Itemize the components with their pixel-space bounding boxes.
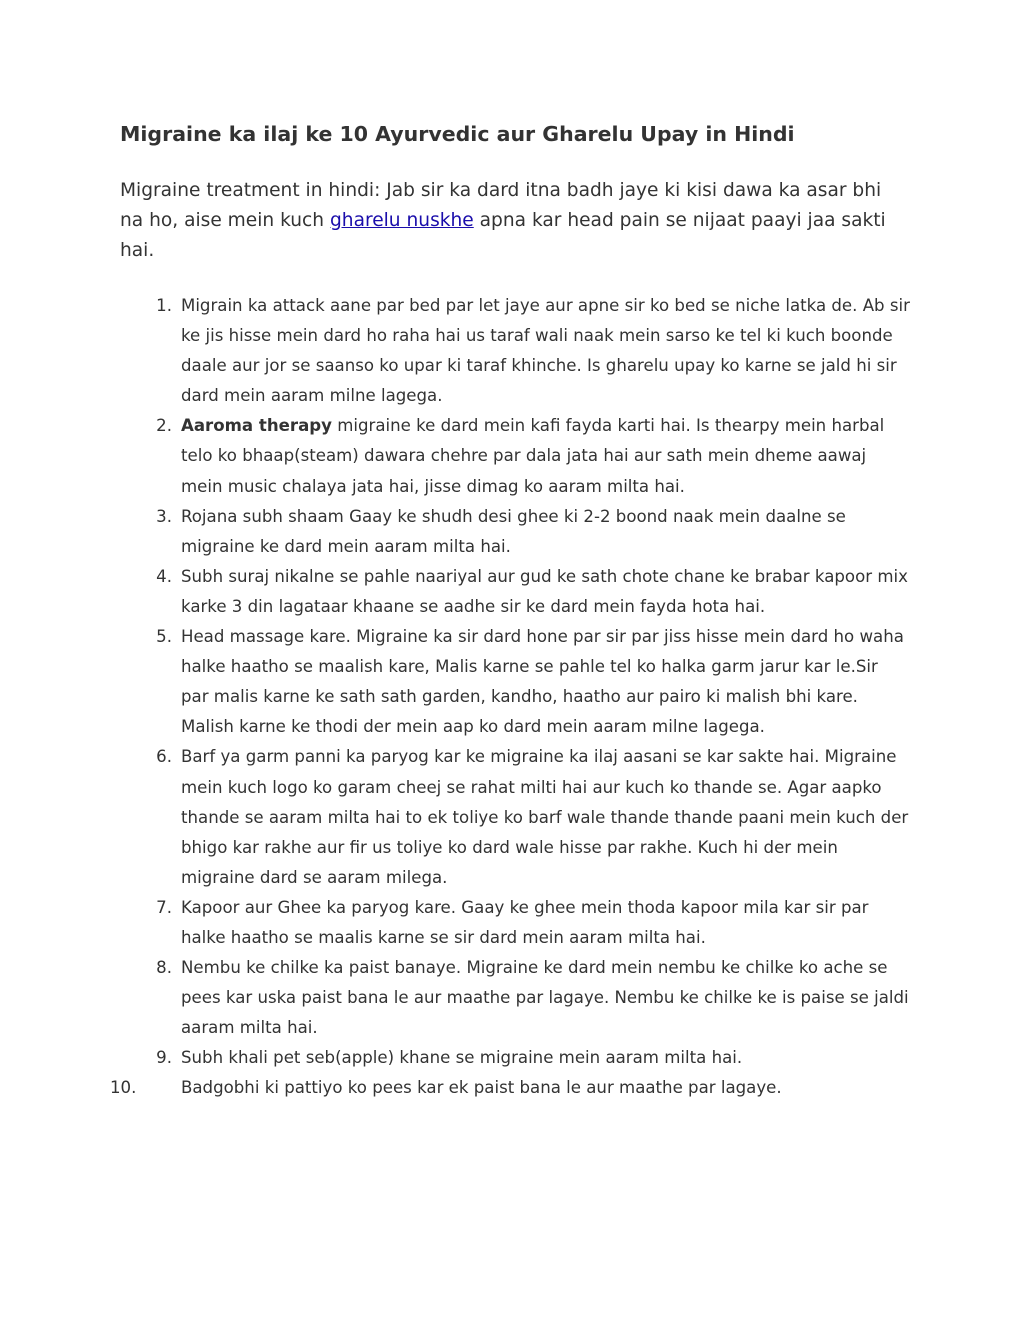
list-item [120, 502, 910, 562]
list-item [120, 411, 910, 501]
list-item-number: 3. [156, 506, 172, 526]
list-item-number: 2. [156, 416, 172, 436]
list-item-text: migraine ke dard mein kafi fayda karti hai. Is thearpy mein harbal telo ko bhaap(steam) dawara chehre par dala jata hai aur sath mein dheme aawaj mein music chalaya jata hai, jisse dimag ko aaram milta hai. [181, 416, 885, 496]
list-item-text: Subh khali pet seb(apple) khane se migraine mein aaram milta hai. [181, 1048, 743, 1068]
list-item-bold-text: Aaroma therapy [181, 416, 332, 436]
list-item-number: 7. [156, 897, 172, 917]
list-item-number: 8. [156, 958, 172, 978]
remedy-list [110, 291, 910, 1104]
list-item-text: Head massage kare. Migraine ka sir dard hone par sir par jiss hisse mein dard ho waha halke haatho se maalish kare, Malis karne se pahle tel ko halka garm jarur kar le.Sir par malis karne ke sath sath garden, kandho, haatho aur pairo ki malish bhi kare. Malish karne ke thodi der mein aap ko dard mein aaram milne lagega. [181, 627, 904, 737]
list-item [120, 562, 910, 622]
list-item-text: Barf ya garm panni ka paryog kar ke migraine ka ilaj aasani se kar sakte hai. Migraine mein kuch logo ko garam cheej se rahat milti hai aur kuch ko thande se. Agar aapko thande se aaram milta hai to ek toliye ko barf wale thande thande paani mein kuch der bhigo kar rakhe aur fir us toliye ko dard wale hisse par rakhe. Kuch hi der mein migraine dard se aaram milega. [181, 747, 909, 887]
list-item-text: Subh suraj nikalne se pahle naariyal aur gud ke sath chote chane ke brabar kapoor mix karke 3 din lagataar khaane se aadhe sir ke dard mein fayda hota hai. [181, 566, 908, 616]
list-item-text: Kapoor aur Ghee ka paryog kare. Gaay ke ghee mein thoda kapoor mila kar sir par halke haatho se maalis karne se sir dard mein aaram milta hai. [181, 897, 869, 947]
list-item [120, 953, 910, 1043]
list-item-text: Badgobhi ki pattiyo ko pees kar ek paist bana le aur maathe par lagaye. [181, 1078, 782, 1098]
page-title: Migraine ka ilaj ke 10 Ayurvedic aur Gharelu Upay in Hindi [120, 122, 795, 146]
list-item [120, 622, 910, 742]
list-item-number: 5. [156, 627, 172, 647]
list-item-text: Migrain ka attack aane par bed par let jaye aur apne sir ko bed se niche latka de. Ab sir ke jis hisse mein dard ho raha hai us taraf wali naak mein sarso ke tel ki kuch boonde daale aur jor se saanso ko upar ki taraf khinche. Is gharelu upay ko karne se jald hi sir dard mein aaram milne lagega. [181, 296, 910, 406]
list-item [120, 291, 910, 411]
list-item-number: 4. [156, 566, 172, 586]
list-item-number: 6. [156, 747, 172, 767]
gharelu-nuskhe-link[interactable]: gharelu nuskhe [329, 210, 474, 231]
list-item [120, 893, 910, 953]
intro-text-after-link: apna kar head pain se nijaat paayi jaa sakti hai. [120, 210, 886, 261]
list-item [120, 1043, 910, 1073]
list-item-text: Rojana subh shaam Gaay ke shudh desi ghee ki 2-2 boond naak mein daalne se migraine ke dard mein aaram milta hai. [181, 506, 846, 556]
list-item [120, 742, 910, 892]
intro-text-before-link: Migraine treatment in hindi: Jab sir ka dard itna badh jaye ki kisi dawa ka asar bhi na ho, aise mein kuch [120, 180, 882, 231]
list-item-number: 10. [110, 1078, 137, 1098]
list-item-number: 9. [156, 1048, 172, 1068]
list-item [110, 1073, 910, 1103]
list-item-text: Nembu ke chilke ka paist banaye. Migraine ke dard mein nembu ke chilke ko ache se pees kar uska paist bana le aur maathe par lagaye. Nembu ke chilke ke is paise se jaldi aaram milta hai. [181, 958, 909, 1038]
intro-paragraph [120, 176, 910, 266]
list-item-number: 1. [156, 296, 172, 315]
